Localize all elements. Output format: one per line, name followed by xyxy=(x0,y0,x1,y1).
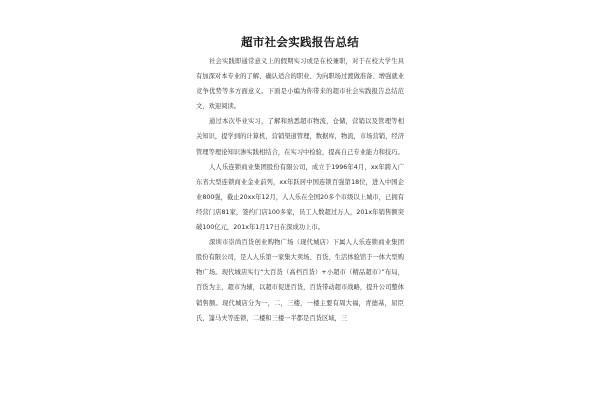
paragraph-store: 深圳市崇尚百货创业购物广场（现代城店）下属人人乐连锁商业集团股份有限公司，是人人乐第一家集大卖场、百货、生活体验馆于一体大型购物广场。现代城店实行“大百货（高档百货）+小超市（精品超市）”布局，百货为主，超市为辅，以超市促进百货，百货带动超市战略，提升公司整体销售额。现代城店分为一，二，三楼，一楼主要有周大福，青德基，屈臣氏，篷马夫等连锁，二楼和三楼一半都是百货区域，三 xyxy=(196,239,404,322)
document-title: 超市社会实践报告总结 xyxy=(241,35,359,49)
paragraph-internship: 通过本次毕业实习，了解和熟悉超市物流，仓储，营销以及管理等相关知识，提学到的计算机，营销渠道管理，数据库，物流，市场营销，经济管理等理论知识渗实践相结合，在实习中检验，提高自己专业能力和技巧。 xyxy=(196,118,404,156)
document-page xyxy=(196,34,404,400)
paragraph-intro: 社会实践即通常意义上的假期实习或是在校兼职，对于在校大学生具有加深对本专业的了解、确认适合的职业、为向职场过渡做准备、增强就业竞争优势等多方面意义。下面是小编为你带来的超市社会实践报告总结范文，欢迎阅读。 xyxy=(196,58,404,111)
paragraph-company: 人人乐连锁商业集团股份有限公司，成立于1996年4月，xx年跨入广东省大型连锁商业金业前列，xx年跃居中国连锁百强第18位，进入中国企业800强，截止20xx年12月，人人乐在全国20多个市级以上城市，已拥有经营门店81家，签约门店100多家，员工人数超过万人，201x年销售额突破100亿元，201x年1月17日在深成功上市。 xyxy=(196,163,404,232)
